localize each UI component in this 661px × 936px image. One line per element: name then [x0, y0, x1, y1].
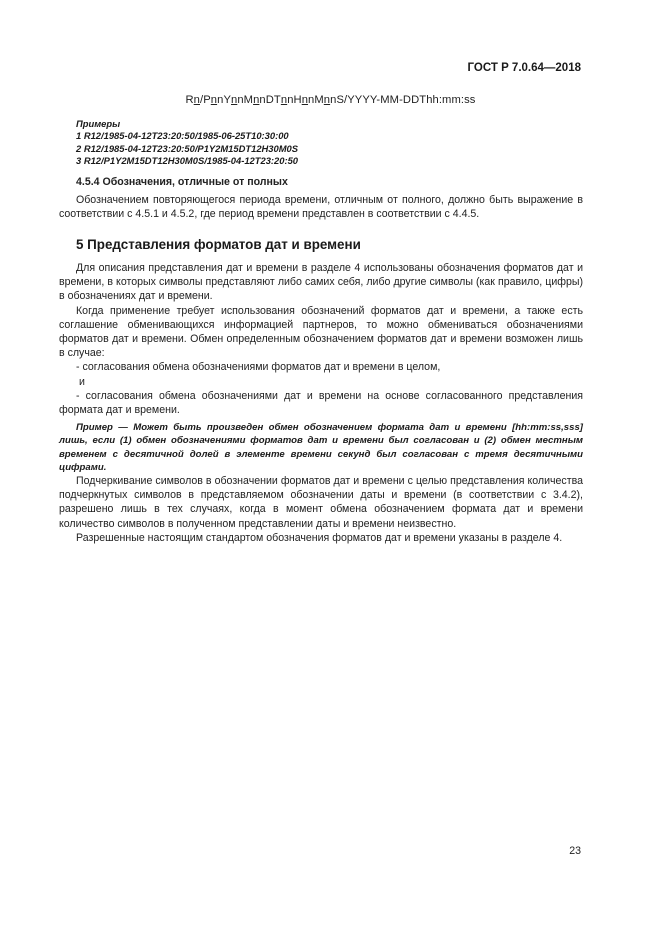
list-connector: и [79, 375, 85, 388]
examples-title: Примеры [76, 118, 121, 129]
examples-block [76, 118, 298, 167]
pattern-underlined-char: n [323, 94, 331, 106]
paragraph-text: Разрешенные настоящим стандартом обозначения форматов дат и времени указаны в разделе 4. [76, 531, 563, 544]
pattern-underlined-char: n [210, 94, 218, 106]
example-item: 1 R12/1985-04-12T23:20:50/1985-06-25T10:30:00 [76, 130, 289, 142]
pattern-segment: R [185, 94, 194, 106]
section-body [59, 261, 583, 417]
pattern-segment: M [314, 94, 324, 106]
section-body-2 [59, 474, 583, 545]
pattern-segment: T [273, 94, 281, 106]
pattern-segment: D [265, 94, 274, 106]
format-pattern [0, 94, 661, 106]
pattern-segment: n [217, 94, 224, 106]
pattern-segment: M [243, 94, 254, 106]
pattern-segment: n [237, 94, 244, 106]
paragraph-454 [59, 193, 583, 221]
paragraph-text: Для описания представления дат и времени в разделе 4 использованы обозначения форматов дат и времени, в которых символы представляют либо самих себя, либо другие символы (как правило, цифры) в обозначениях дат и времени. [59, 262, 583, 303]
example-note [59, 421, 583, 475]
list-item: - согласования обмена обозначениями дат и времени на основе согласованного представления формата дат и времени. [59, 389, 583, 417]
section-heading: 5 Представления форматов дат и времени [76, 237, 361, 252]
pattern-segment: S/YYYY-MM-DDThh:mm:ss [336, 94, 476, 106]
pattern-segment: H [293, 94, 302, 106]
note-text: Пример — Может быть произведен обмен обозначением формата дат и времени [hh:mm:ss,sss] лишь, если (1) обмен обозначениями форматов дат и времени был согласован и (2) обмен местным временем с десятичной долей в элементе времени секунд был согласован с тремя десятичными цифрами. [59, 422, 583, 474]
page-number: 23 [569, 845, 581, 857]
list-item: - согласования обмена обозначениями форматов дат и времени в целом, [76, 361, 441, 374]
pattern-underlined-char: n [231, 94, 238, 106]
paragraph-text: Когда применение требует использования обозначений форматов дат и времени, а также есть соглашение обменивающихся информацией партнеров, то можно обмениваться обозначениями форматов дат и времени. Обмен определенным обозначением форматов дат и времени возможен лишь в случае: [59, 304, 583, 360]
standard-header: ГОСТ Р 7.0.64—2018 [467, 62, 581, 74]
pattern-segment: n [287, 94, 294, 106]
pattern-segment: n [308, 94, 315, 106]
pattern-underlined-char: n [301, 94, 309, 106]
example-item: 2 R12/1985-04-12T23:20:50/P1Y2M15DT12H30M0S [76, 142, 299, 154]
example-item: 3 R12/P1Y2M15DT12H30M0S/1985-04-12T23:20:50 [76, 154, 299, 166]
pattern-underlined-char: n [280, 94, 288, 106]
pattern-underlined-char: n [253, 94, 260, 106]
pattern-segment: n [330, 94, 337, 106]
pattern-segment: n [259, 94, 266, 106]
pattern-segment: Y [223, 94, 231, 106]
paragraph-text: Обозначением повторяющегося периода времени, отличным от полного, должно быть выражение в соответствии с 4.5.1 и 4.5.2, где период времени представлен в соответствии с 4.4.5. [59, 194, 583, 221]
paragraph-text: Подчеркивание символов в обозначении форматов дат и времени с целью представления количества подчеркнутых символов в представляемом обозначении даты и времени (в соответствии с 3.4.2), разрешено лишь в тех случаях, когда в момент обмена обозначением формата дат и времени количество символов в полученном представлении даты и времени неизвестно. [59, 475, 583, 530]
pattern-underlined-char: n [193, 94, 200, 106]
pattern-segment: /P [200, 94, 211, 106]
subsection-heading: 4.5.4 Обозначения, отличные от полных [76, 176, 288, 188]
